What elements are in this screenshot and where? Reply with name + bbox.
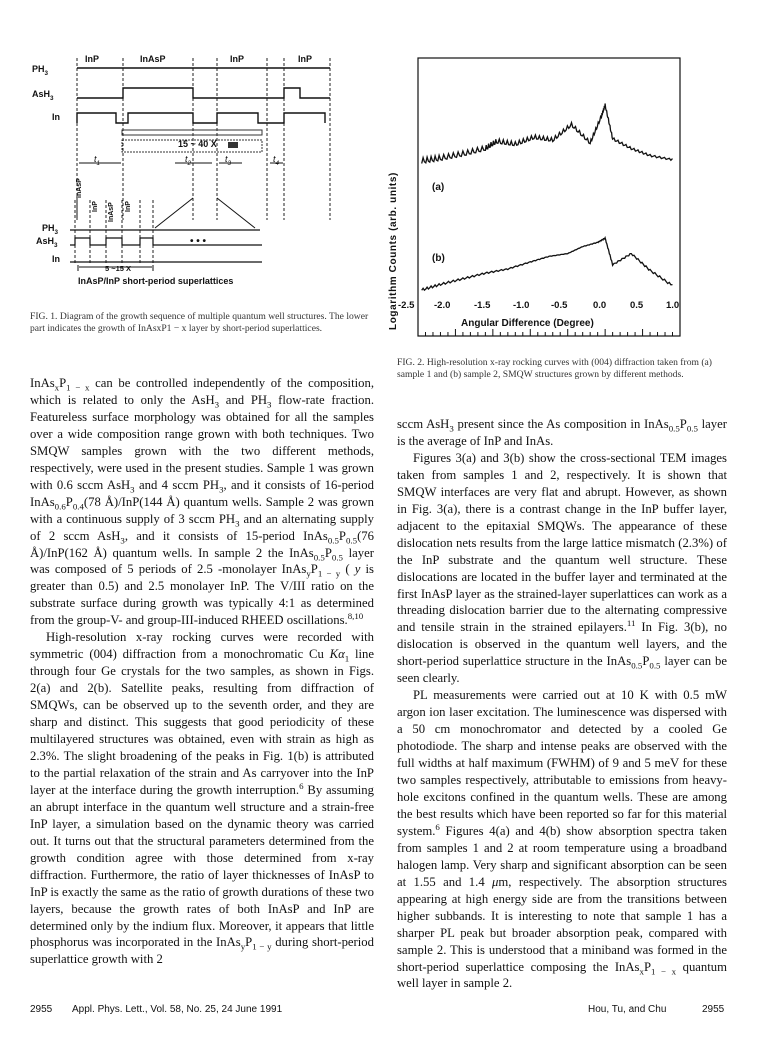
series-a-line bbox=[422, 104, 673, 164]
t2-label: $t_2$ bbox=[185, 154, 192, 167]
series-b-line bbox=[422, 238, 673, 290]
right-paragraph: sccm AsH$_3$ present since the As composition in $InAs_{0.5}P_{0.5}$ layer is the average of InP and InAs. bbox=[397, 417, 728, 448]
in-label: In bbox=[52, 112, 60, 122]
inasp-label: InAsP bbox=[140, 54, 166, 64]
x-tick-label: -1.0 bbox=[513, 300, 530, 311]
figure-1-caption: FIG. 1. Diagram of the growth sequence of multiple quantum well structures. The lower part indicates the growth of InAsxP1 − x layer by short-period superlattices. bbox=[30, 311, 369, 335]
lower-inasp-1: InAsP bbox=[76, 178, 83, 198]
footer-page-right: 2955 bbox=[702, 1004, 725, 1015]
footer-journal: Appl. Phys. Lett., Vol. 58, No. 25, 24 June 1991 bbox=[72, 1004, 283, 1015]
footer bbox=[30, 1004, 730, 1018]
ash3-label: AsH$_3$ bbox=[32, 89, 54, 102]
label-b: (b) bbox=[432, 253, 445, 264]
superlattice-label: InAsP/InP short-period superlattices bbox=[78, 276, 234, 286]
lower-inp-1: InP bbox=[92, 201, 99, 212]
inp-label-3: InP bbox=[298, 54, 313, 64]
lower-ph3-label: $PH_3$ bbox=[42, 223, 59, 236]
footer-page-left: 2955 bbox=[30, 1004, 53, 1015]
lower-inasp-2: InAsP bbox=[108, 202, 115, 222]
lower-range-label: 5 ~15 X bbox=[105, 264, 132, 273]
x-axis-label: Angular Difference (Degree) bbox=[461, 318, 594, 329]
right-paragraph: Figures 3(a) and 3(b) show the cross-sectional TEM images taken from samples 1 and 2, respectively. It is shown that SMQW interfaces are very flat and abrupt. However, as shown in Fig. 3(a), there is a contrast change in the InP buffer layer, adjacent to the epitaxial SMQWs. The appearance of these dislocation nets results from the large lattice mismatch (2.3%) of the InP substrate and the quantum well structure. These dislocations are located in the buffer layer and terminated at the first InAsP layer as the strained-layer superlattices can work as a threading dislocation barrier due to the alternating compressive and tensile strain in the strained epilayers.$^{11}$ In Fig. 3(b), no dislocation is observed in the quantum well layers, and the short-period superlattice structure in the $InAs_{0.5}P_{0.5}$ layer can be seen clearly. bbox=[397, 450, 727, 686]
x-tick-label: -1.5 bbox=[474, 300, 491, 311]
ph3-label: $PH_3$ bbox=[32, 64, 49, 77]
left-paragraph: High-resolution x-ray rocking curves were recorded with symmetric (004) diffraction from a monochromatic Cu $K\alpha_1$ line through four Ge crystals for the two samples, as shown in Figs. 2(a) and 2(b). Satellite peaks, resulting from diffraction of SMQWs, can be observed up to the seventh order, and they are sharp and distinct. This suggests that good periodicity of these multilayered structures was obtained, even with strain as high as 2.3%. The slight broadening of the peaks in Fig. 1(b) is attributed to the partial relaxation of the strain and As carryover into the InP layer at the interface during the growth interruption.$^6$ By assuming an abrupt interface in the quantum well structure and a strain-free InP layer, a simulation based on the dynamic theory was carried out. It turns out that the structural parameters determined from the growth condition agree with those determined from x-ray diffraction. Furthermore, the ratio of layer thicknesses of InAsP to InP is exactly the same as the ratio of growth durations of these two layers, because the growth rates of both InAsP and InP are determined only by the indium flux. Moreover, it appears that little phosphorus was incorporated in the $InAs_yP_{1 - y}$ during short-period superlattice growth with 2 bbox=[30, 630, 375, 967]
y-axis-label: Logarithm Counts (arb. units) bbox=[388, 172, 399, 330]
x-tick-label: -0.5 bbox=[551, 300, 568, 311]
growth-sequence-diagram bbox=[30, 50, 350, 300]
t4-label: $t_4$ bbox=[273, 154, 280, 167]
x-tick-labels bbox=[396, 300, 686, 314]
x-tick-label: 0.5 bbox=[630, 300, 644, 311]
left-paragraph: $InAs_xP_{1 - x}$ can be controlled independently of the composition, which is related to only the AsH$_3$ and $PH_3$ flow-rate fraction. Featureless surface morphology was obtained for all the samples over a wide composition range grown with both techniques. Two SMQW samples grown with the two different methods, respectively, were used in the present studies. Sample 1 was grown with 0.6 sccm AsH$_3$ and 4 sccm $PH_3$, and it consists of 16-period $InAs_{0.6}P_{0.4}(78$ Å)/InP(144 Å) quantum wells. Sample 2 was grown with a continuous supply of 3 sccm $PH_3$ and an alternating supply of 2 sccm AsH$_3$, and it consists of 15-period $InAs_{0.5}P_{0.5}(76$ Å)/InP(162 Å) quantum wells. In sample 2 the $InAs_{0.5}P_{0.5}$ layer was composed of 5 periods of 2.5 -monolayer $InAs_yP_{1 - y}$ ( y is greater than 0.5) and 2.5 monolayer InP. The V/III ratio on the substrate surface during growth was typically 4:1 as determined from the group-V- and group-III-induced RHEED oscillations.$^{8,10}$ bbox=[30, 376, 374, 628]
lower-ash3-label: AsH$_3$ bbox=[36, 236, 58, 249]
t3-label: $t_3$ bbox=[225, 154, 232, 167]
t1-label: $t_1$ bbox=[94, 154, 101, 167]
range-label: 15 ~ 40 X bbox=[178, 139, 217, 149]
right-column bbox=[397, 416, 727, 992]
dots: • • • bbox=[190, 236, 207, 247]
figure-2-caption: FIG. 2. High-resolution x-ray rocking curves with (004) diffraction taken from (a) sample 1 and (b) sample 2, SMQW structures grown by different methods. bbox=[397, 357, 712, 381]
figure-1 bbox=[30, 50, 350, 300]
x-tick-label: -2.5 bbox=[398, 300, 415, 311]
x-tick-label: -2.0 bbox=[434, 300, 451, 311]
inp-label-2: InP bbox=[230, 54, 245, 64]
x-tick-label: 0.0 bbox=[593, 300, 607, 311]
left-column bbox=[30, 375, 374, 968]
label-a: (a) bbox=[432, 182, 445, 193]
lower-inp-2: InP bbox=[125, 201, 132, 212]
lower-in-label: In bbox=[52, 254, 60, 264]
inp-label-1: InP bbox=[85, 54, 100, 64]
footer-authors: Hou, Tu, and Chu bbox=[588, 1004, 667, 1015]
right-paragraph: PL measurements were carried out at 10 K with 0.5 mW argon ion laser excitation. The luminescence was dispersed with a 50 cm monochromator and detected by a cooled Ge photodiode. The sharp and intense peaks are observed with the full widths at half maximum (FWHM) of 9 and 5 meV for these two samples respectively, attributable to emissions from heavy-hole excitons confined in the quantum wells. These are among the best results which have been reported so far for this material system.$^6$ Figures 4(a) and 4(b) show absorption spectra taken from samples 1 and 2 at room temperature using a broadband halogen lamp. Very sharp and significant absorption can be seen at 1.55 and 1.4 μm, respectively. The absorption structures appearing at high energy side are from the transitions between higher subbands. It is interesting to note that sample 1 has a sharper PL peak but broader absorption peak, compared with sample 2. This is understood that a miniband was formed in the short-period superlattice composing the $InAs_xP_{1 - x}$ quantum well layer in sample 2. bbox=[397, 688, 728, 991]
x-tick-label: 1.0 bbox=[666, 300, 680, 311]
